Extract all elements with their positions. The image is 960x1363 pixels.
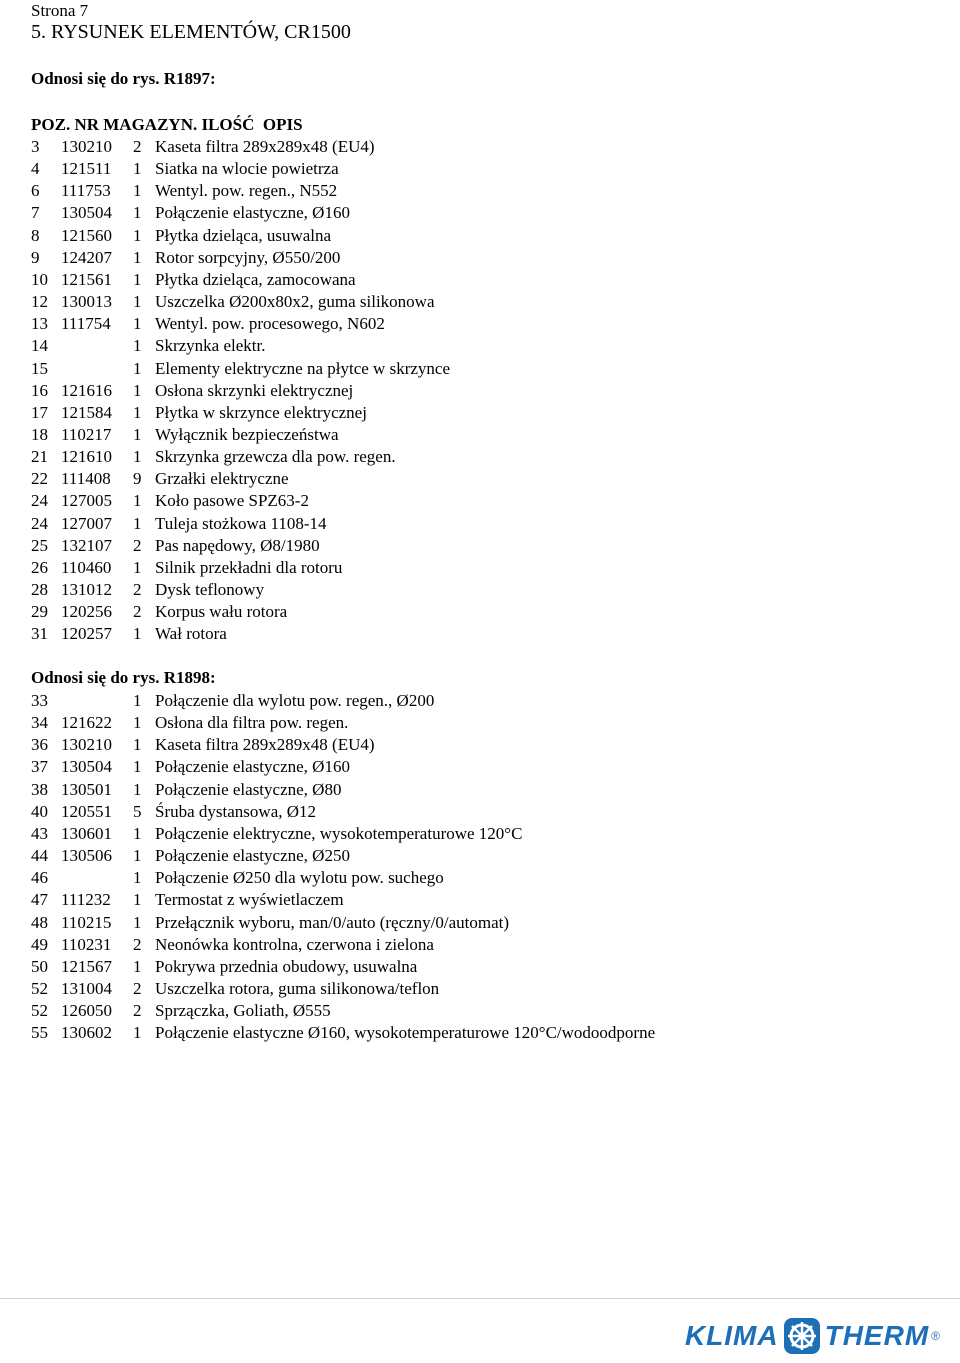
parts-row xyxy=(31,380,353,402)
part-pos: 21 xyxy=(31,447,48,467)
part-pos: 25 xyxy=(31,535,48,555)
part-num: 121584 xyxy=(61,402,112,422)
part-pos: 28 xyxy=(31,580,48,599)
parts-row xyxy=(31,557,342,579)
part-desc: Połączenie Ø250 dla wylotu pow. suchego xyxy=(155,868,444,888)
part-num: 111754 xyxy=(61,314,111,334)
part-pos: 22 xyxy=(31,469,48,489)
part-pos: 14 xyxy=(31,336,48,356)
part-qty: 1 xyxy=(133,203,142,223)
parts-row xyxy=(31,358,450,380)
part-pos: 38 xyxy=(31,779,48,799)
part-desc: Połączenie dla wylotu pow. regen., Ø200 xyxy=(155,691,435,710)
part-desc: Termostat z wyświetlaczem xyxy=(155,890,344,910)
parts-row xyxy=(31,202,350,224)
part-qty: 1 xyxy=(133,823,142,843)
part-num: 130210 xyxy=(61,137,112,156)
section-title: 5. RYSUNEK ELEMENTÓW, CR1500 xyxy=(31,21,351,43)
part-qty: 1 xyxy=(133,159,142,179)
parts-row xyxy=(31,490,309,512)
part-qty: 1 xyxy=(133,269,142,289)
parts-row xyxy=(31,402,367,424)
part-qty: 1 xyxy=(133,890,142,910)
part-qty: 1 xyxy=(133,247,142,267)
part-num: 131004 xyxy=(61,978,112,998)
part-desc: Korpus wału rotora xyxy=(155,602,288,622)
part-pos: 24 xyxy=(31,491,48,511)
parts-row xyxy=(31,468,289,490)
parts-row xyxy=(31,889,344,911)
part-desc: Płytka w skrzynce elektrycznej xyxy=(155,402,367,422)
part-desc: Osłona dla filtra pow. regen. xyxy=(155,713,349,733)
part-qty: 1 xyxy=(133,1023,142,1043)
part-qty: 1 xyxy=(133,225,142,245)
part-pos: 49 xyxy=(31,934,48,954)
parts-row xyxy=(31,978,439,1000)
part-desc: Sprzączka, Goliath, Ø555 xyxy=(155,1001,331,1021)
part-pos: 10 xyxy=(31,269,48,289)
part-desc: Uszczelka rotora, guma silikonowa/teflon xyxy=(155,978,440,998)
part-num: 127007 xyxy=(61,513,112,533)
logo-text-left: KLIMA xyxy=(684,1320,779,1351)
part-pos: 48 xyxy=(31,912,48,932)
parts-row xyxy=(31,934,434,956)
part-desc: Wentyl. pow. regen., N552 xyxy=(155,181,338,201)
parts-row xyxy=(31,690,434,712)
part-num: 130601 xyxy=(61,823,112,843)
part-pos: 52 xyxy=(31,1001,48,1021)
part-pos: 18 xyxy=(31,424,48,444)
part-qty: 1 xyxy=(133,691,142,710)
group2-heading: Odnosi się do rys. R1898: xyxy=(31,668,216,687)
part-pos: 3 xyxy=(31,137,40,156)
part-desc: Wyłącznik bezpieczeństwa xyxy=(155,424,339,444)
parts-row xyxy=(31,712,348,734)
part-pos: 44 xyxy=(31,846,48,866)
parts-row xyxy=(31,158,339,180)
part-num: 121567 xyxy=(61,956,112,976)
part-desc: Rotor sorpcyjny, Ø550/200 xyxy=(155,247,341,267)
part-qty: 1 xyxy=(133,713,142,733)
part-num: 120256 xyxy=(61,602,112,622)
part-desc: Grzałki elektryczne xyxy=(155,469,289,489)
part-num: 121616 xyxy=(61,380,112,400)
part-pos: 7 xyxy=(31,203,40,223)
part-num: 130210 xyxy=(61,735,112,755)
part-qty: 2 xyxy=(133,978,142,998)
parts-row xyxy=(31,313,385,335)
parts-row xyxy=(31,291,435,313)
parts-row xyxy=(31,867,444,889)
part-num: 130013 xyxy=(61,292,112,312)
part-qty: 2 xyxy=(133,580,142,599)
parts-row xyxy=(31,535,320,557)
part-pos: 46 xyxy=(31,868,48,888)
part-pos: 26 xyxy=(31,557,48,577)
part-num: 131012 xyxy=(61,580,112,599)
part-qty: 1 xyxy=(133,181,142,201)
part-num: 110460 xyxy=(61,557,112,577)
parts-row xyxy=(31,845,350,867)
part-desc: Osłona skrzynki elektrycznej xyxy=(155,380,354,400)
part-num: 130501 xyxy=(61,779,112,799)
part-pos: 47 xyxy=(31,890,48,910)
part-pos: 13 xyxy=(31,314,48,334)
part-desc: Śruba dystansowa, Ø12 xyxy=(155,801,317,821)
part-desc: Połączenie elastyczne, Ø160 xyxy=(155,203,350,223)
part-desc: Połączenie elastyczne, Ø250 xyxy=(155,846,350,866)
part-num: 121561 xyxy=(61,269,112,289)
part-qty: 1 xyxy=(133,513,142,533)
page-number: Strona 7 xyxy=(31,1,89,20)
parts-row xyxy=(31,424,339,446)
parts-row xyxy=(31,601,287,623)
part-num: 121622 xyxy=(61,713,112,733)
part-num: 130504 xyxy=(61,203,112,223)
part-qty: 5 xyxy=(133,801,142,821)
group1-heading: Odnosi się do rys. R1897: xyxy=(31,69,216,88)
part-qty: 9 xyxy=(133,469,142,489)
part-desc: Skrzynka elektr. xyxy=(155,336,266,356)
parts-row xyxy=(31,756,350,778)
part-qty: 1 xyxy=(133,380,142,400)
part-desc: Połączenie elastyczne, Ø80 xyxy=(155,779,342,799)
part-num: 110231 xyxy=(61,934,112,954)
part-pos: 17 xyxy=(31,402,48,422)
part-num: 111232 xyxy=(61,890,111,910)
part-desc: Płytka dzieląca, usuwalna xyxy=(155,225,332,245)
parts-row xyxy=(31,801,316,823)
part-pos: 36 xyxy=(31,735,48,755)
part-pos: 34 xyxy=(31,713,48,733)
part-pos: 15 xyxy=(31,358,48,378)
part-pos: 4 xyxy=(31,159,40,179)
part-desc: Połączenie elektryczne, wysokotemperaturowe 120°C xyxy=(155,823,523,843)
part-qty: 2 xyxy=(133,137,142,156)
parts-row xyxy=(31,1022,655,1044)
part-pos: 33 xyxy=(31,691,48,710)
parts-row xyxy=(31,513,327,535)
part-desc: Tuleja stożkowa 1108-14 xyxy=(155,513,327,533)
part-desc: Połączenie elastyczne Ø160, wysokotemperaturowe 120°C/wodoodporne xyxy=(155,1023,656,1043)
part-pos: 6 xyxy=(31,181,40,201)
part-num: 130504 xyxy=(61,757,112,777)
part-num: 121511 xyxy=(61,159,112,179)
part-desc: Przełącznik wyboru, man/0/auto (ręczny/0/automat) xyxy=(155,912,510,932)
part-desc: Koło pasowe SPZ63-2 xyxy=(155,491,309,511)
part-num: 121610 xyxy=(61,447,112,467)
part-desc: Pas napędowy, Ø8/1980 xyxy=(155,535,320,555)
part-qty: 1 xyxy=(133,424,142,444)
part-qty: 1 xyxy=(133,336,142,356)
part-qty: 2 xyxy=(133,602,142,622)
parts-row xyxy=(31,623,227,645)
columns-header: POZ. NR MAGAZYN. ILOŚĆ OPIS xyxy=(31,115,303,134)
part-desc: Wał rotora xyxy=(155,624,227,644)
parts-row xyxy=(31,136,375,158)
parts-row xyxy=(31,956,417,978)
part-pos: 52 xyxy=(31,978,48,998)
part-qty: 1 xyxy=(133,779,142,799)
part-pos: 37 xyxy=(31,757,48,777)
part-desc: Połączenie elastyczne, Ø160 xyxy=(155,757,350,777)
part-qty: 1 xyxy=(133,358,142,378)
part-qty: 1 xyxy=(133,557,142,577)
part-pos: 12 xyxy=(31,292,48,312)
klima-therm-logo xyxy=(685,1316,940,1356)
part-num: 124207 xyxy=(61,247,112,267)
part-qty: 1 xyxy=(133,292,142,312)
part-qty: 1 xyxy=(133,868,142,888)
parts-row xyxy=(31,779,341,801)
parts-row xyxy=(31,734,375,756)
part-num: 130506 xyxy=(61,846,112,866)
parts-row xyxy=(31,579,264,601)
part-num: 127005 xyxy=(61,491,112,511)
part-num: 130602 xyxy=(61,1023,112,1043)
part-desc: Skrzynka grzewcza dla pow. regen. xyxy=(155,447,396,467)
part-qty: 2 xyxy=(133,1001,142,1021)
part-desc: Uszczelka Ø200x80x2, guma silikonowa xyxy=(155,292,435,312)
part-num: 120551 xyxy=(61,801,112,821)
part-qty: 1 xyxy=(133,757,142,777)
part-qty: 1 xyxy=(133,846,142,866)
parts-row xyxy=(31,823,522,845)
part-qty: 1 xyxy=(133,735,142,755)
part-qty: 1 xyxy=(133,624,142,644)
part-pos: 16 xyxy=(31,380,48,400)
part-qty: 1 xyxy=(133,314,142,334)
part-desc: Kaseta filtra 289x289x48 (EU4) xyxy=(155,137,375,156)
part-qty: 1 xyxy=(133,956,142,976)
parts-row xyxy=(31,335,265,357)
part-num: 110215 xyxy=(61,912,112,932)
part-pos: 50 xyxy=(31,956,48,976)
part-desc: Dysk teflonowy xyxy=(155,580,265,599)
parts-row xyxy=(31,225,331,247)
parts-row xyxy=(31,1000,331,1022)
part-pos: 29 xyxy=(31,602,48,622)
part-pos: 9 xyxy=(31,247,40,267)
parts-row xyxy=(31,269,356,291)
part-pos: 31 xyxy=(31,624,48,644)
part-pos: 8 xyxy=(31,225,40,245)
part-qty: 1 xyxy=(133,491,142,511)
part-num: 111753 xyxy=(61,181,111,201)
part-num: 111408 xyxy=(61,469,111,489)
part-num: 120257 xyxy=(61,624,112,644)
registered-mark: ® xyxy=(931,1329,940,1343)
part-num: 126050 xyxy=(61,1001,112,1021)
logo-text-right: THERM xyxy=(824,1320,930,1351)
part-qty: 1 xyxy=(133,912,142,932)
part-desc: Pokrywa przednia obudowy, usuwalna xyxy=(155,956,418,976)
snowflake-sun-icon xyxy=(782,1316,822,1356)
part-pos: 40 xyxy=(31,801,48,821)
parts-row xyxy=(31,912,509,934)
part-pos: 43 xyxy=(31,823,48,843)
part-desc: Kaseta filtra 289x289x48 (EU4) xyxy=(155,735,375,755)
part-pos: 24 xyxy=(31,513,48,533)
part-num: 110217 xyxy=(61,424,112,444)
part-pos: 55 xyxy=(31,1023,48,1043)
part-num: 132107 xyxy=(61,535,112,555)
parts-row xyxy=(31,180,337,202)
parts-row xyxy=(31,446,396,468)
part-desc: Elementy elektryczne na płytce w skrzynce xyxy=(155,358,451,378)
part-desc: Wentyl. pow. procesowego, N602 xyxy=(155,314,385,334)
part-desc: Płytka dzieląca, zamocowana xyxy=(155,269,356,289)
part-qty: 2 xyxy=(133,535,142,555)
part-qty: 2 xyxy=(133,934,142,954)
part-qty: 1 xyxy=(133,447,142,467)
part-num: 121560 xyxy=(61,225,112,245)
footer-divider xyxy=(0,1298,960,1299)
part-desc: Neonówka kontrolna, czerwona i zielona xyxy=(155,934,434,954)
parts-row xyxy=(31,247,340,269)
part-desc: Silnik przekładni dla rotoru xyxy=(155,557,343,577)
part-desc: Siatka na wlocie powietrza xyxy=(155,159,339,179)
part-qty: 1 xyxy=(133,402,142,422)
